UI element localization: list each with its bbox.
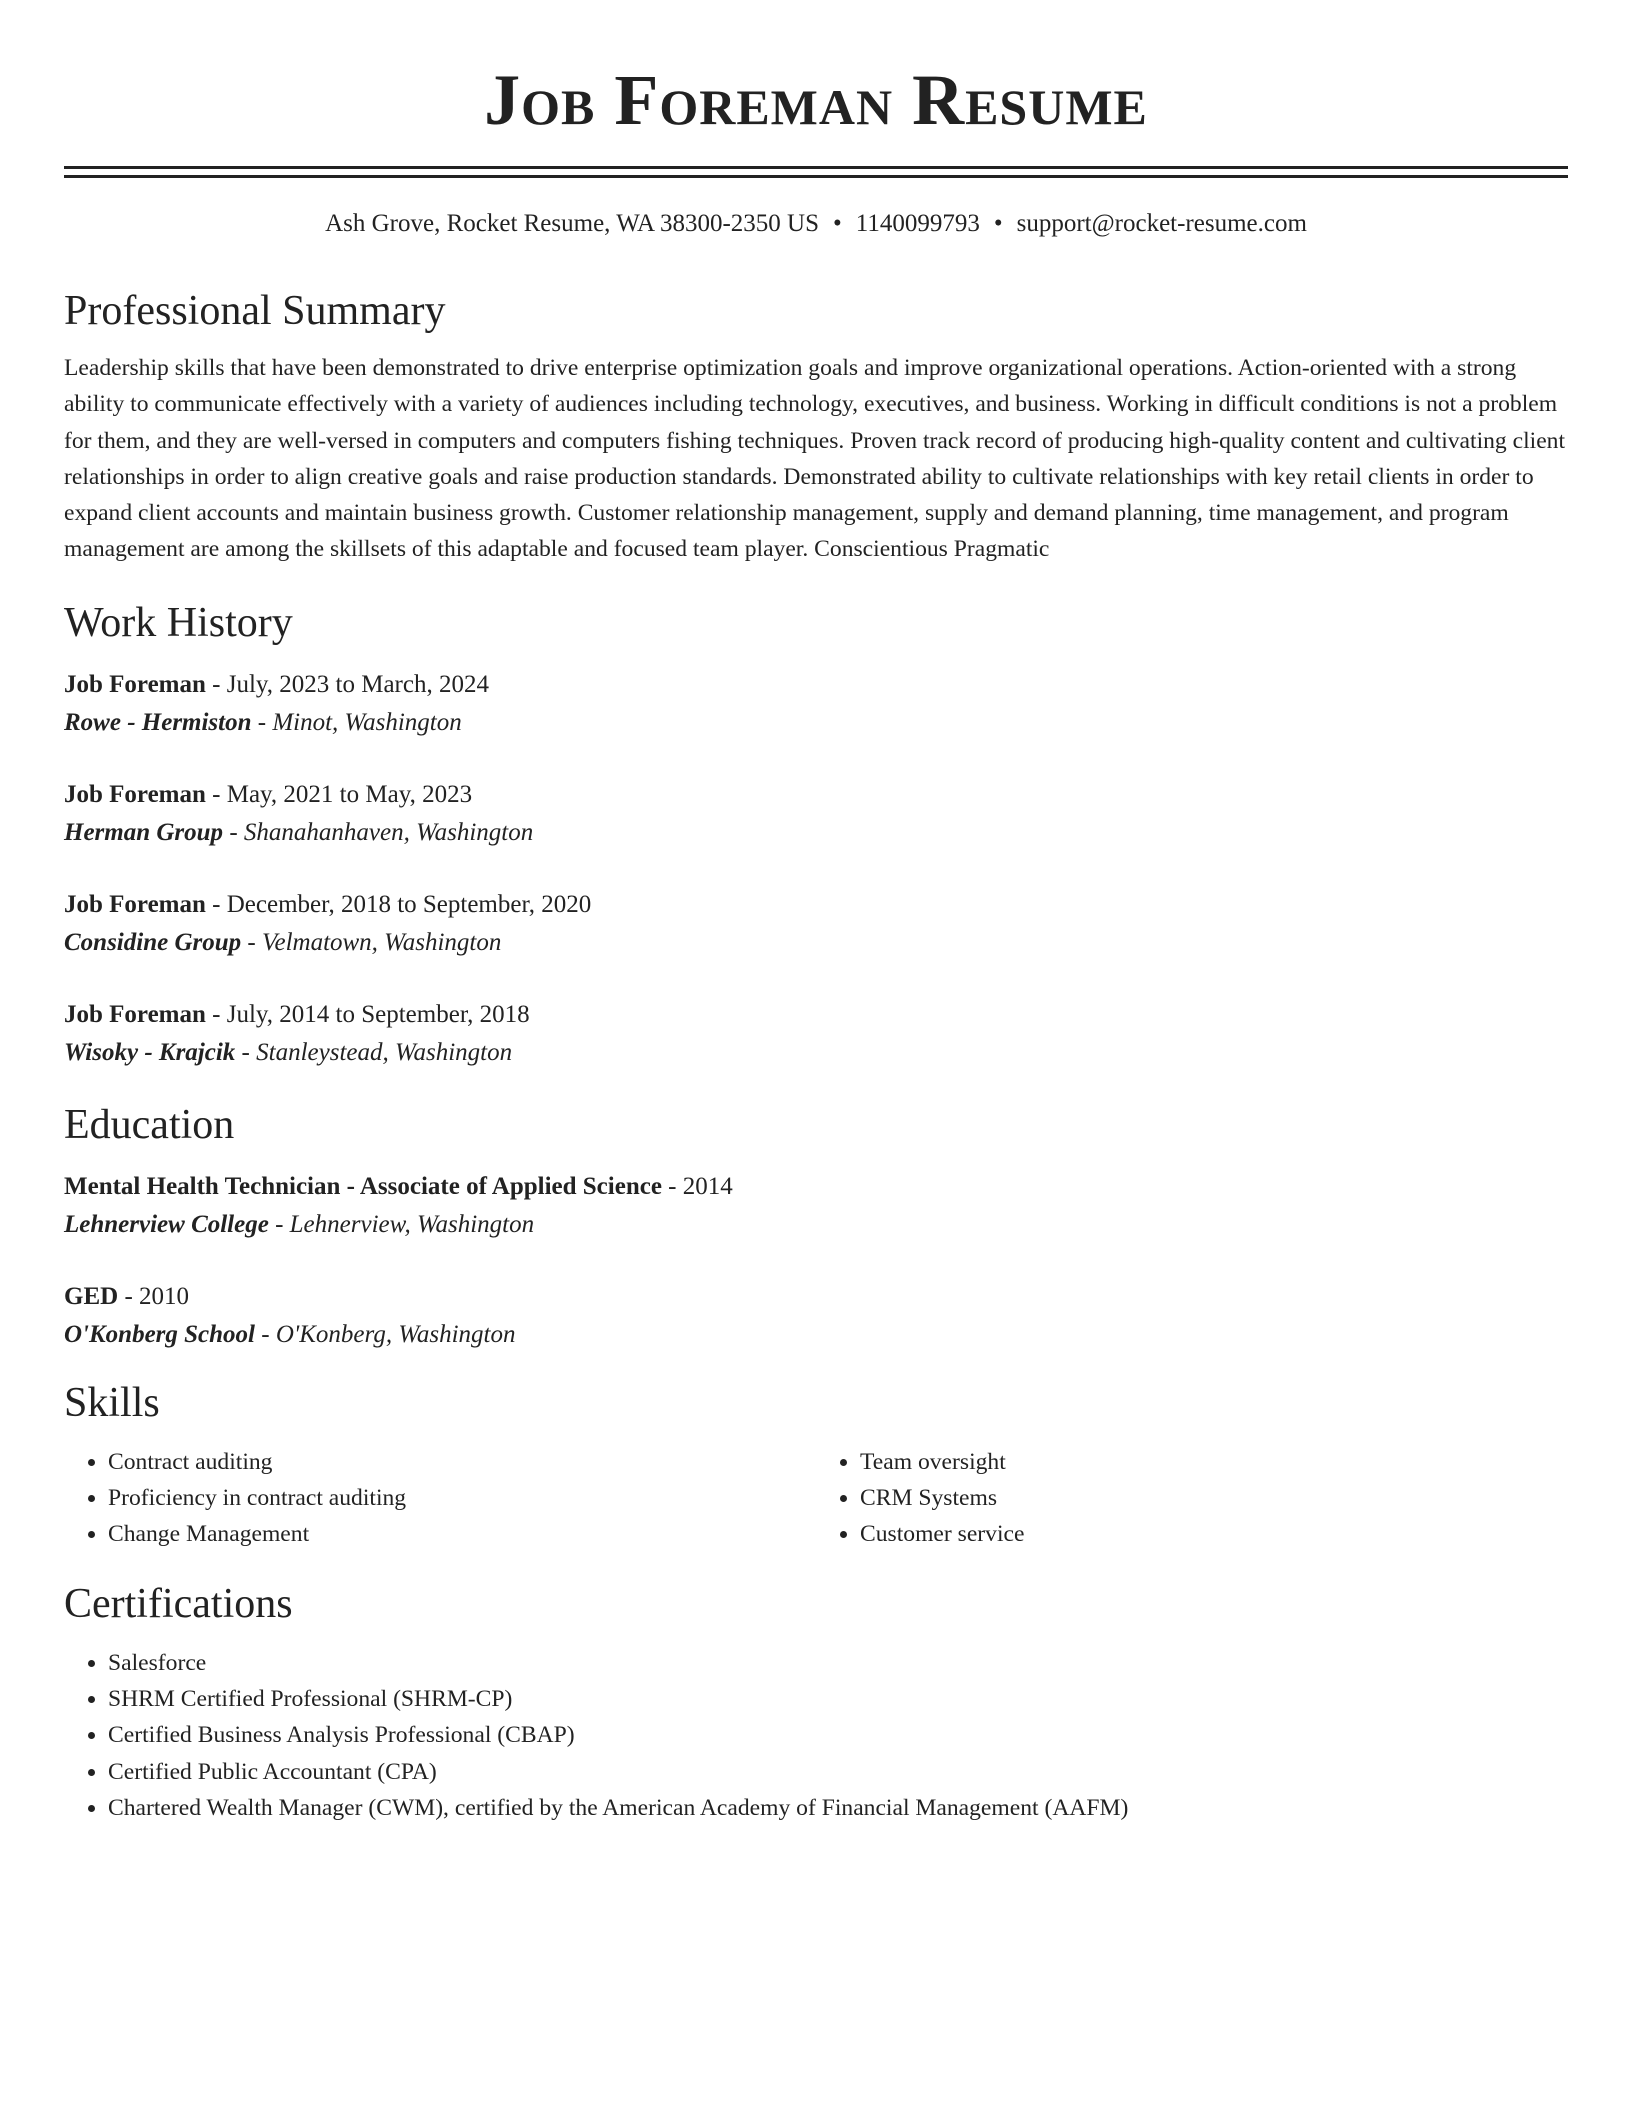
- job-title: Job Foreman: [64, 1000, 206, 1028]
- school-name: Lehnerview College: [64, 1210, 269, 1238]
- certification-item: • SHRM Certified Professional (SHRM-CP): [108, 1681, 1568, 1717]
- school-location: O'Konberg, Washington: [275, 1320, 516, 1348]
- title-divider: [64, 166, 1568, 178]
- skills-heading: Skills: [64, 1379, 160, 1426]
- contact-separator: •: [993, 210, 1003, 237]
- certifications-heading: Certifications: [64, 1580, 293, 1627]
- job-title: Job Foreman: [64, 670, 206, 698]
- page-title: Job Foreman Resume: [484, 60, 1148, 140]
- contact-address: Ash Grove, Rocket Resume, WA 38300-2350 US: [325, 210, 820, 237]
- certification-item: • Certified Public Accountant (CPA): [108, 1754, 1568, 1790]
- education-heading: Education: [64, 1101, 235, 1148]
- company-name: Considine Group: [64, 928, 242, 956]
- job-dates: December, 2018 to September, 2020: [226, 890, 592, 918]
- skills-column-right: [816, 1444, 1568, 1553]
- summary-text: Leadership skills that have been demonstrated to drive enterprise optimization goals and improve organizational operations. Action-oriented with a strong ability to communicate effectively with a variety of audiences including technology, executives, and business. Working in difficult conditions is not a problem for them, and they are well-versed in computers and computers fishing techniques. Proven track record of producing high-quality content and cultivating client relationships in order to align creative goals and raise production standards. Demonstrated ability to cultivate relationships with key retail clients in order to expand client accounts and maintain business growth. Customer relationship management, supply and demand planning, time management, and program management are among the skillsets of this adaptable and focused team player. Conscientious Pragmatic: [64, 355, 1566, 563]
- skill-item: • Customer service: [860, 1516, 1568, 1552]
- work-entry: Job Foreman - July, 2023 to March, 2024 Rowe - Hermiston - Minot, Washington: [64, 670, 489, 736]
- certification-item: • Salesforce: [108, 1645, 1568, 1681]
- skills-grid: [64, 1444, 1568, 1553]
- work-entry: Job Foreman - December, 2018 to September, 2020 Considine Group - Velmatown, Washington: [64, 890, 592, 956]
- work-entry: Job Foreman - May, 2021 to May, 2023 Herman Group - Shanahanhaven, Washington: [64, 780, 534, 846]
- company-name: Rowe - Hermiston: [64, 708, 252, 736]
- education-entry: GED - 2010 O'Konberg School - O'Konberg, Washington: [64, 1282, 516, 1348]
- certification-item: • Certified Business Analysis Professional (CBAP): [108, 1717, 1568, 1753]
- job-dates: May, 2021 to May, 2023: [226, 780, 473, 808]
- company-name: Wisoky - Krajcik: [64, 1038, 236, 1066]
- job-dates: July, 2023 to March, 2024: [226, 670, 489, 698]
- job-location: Stanleystead, Washington: [256, 1038, 513, 1066]
- skill-item: • Proficiency in contract auditing: [108, 1480, 816, 1516]
- degree-name: Mental Health Technician - Associate of Applied Science: [64, 1172, 662, 1200]
- skill-item: • Team oversight: [860, 1444, 1568, 1480]
- degree-year: 2014: [682, 1172, 733, 1200]
- certification-item: • Chartered Wealth Manager (CWM), certified by the American Academy of Financial Management (AAFM): [108, 1790, 1568, 1826]
- skill-item: • CRM Systems: [860, 1480, 1568, 1516]
- skill-item: • Change Management: [108, 1516, 816, 1552]
- job-title: Job Foreman: [64, 780, 206, 808]
- job-location: Velmatown, Washington: [261, 928, 502, 956]
- job-dates: July, 2014 to September, 2018: [226, 1000, 530, 1028]
- school-name: O'Konberg School: [64, 1320, 256, 1348]
- certifications-list: [64, 1645, 1568, 1826]
- work-entry: Job Foreman - July, 2014 to September, 2018 Wisoky - Krajcik - Stanleystead, Washington: [64, 1000, 530, 1066]
- skill-item: • Contract auditing: [108, 1444, 816, 1480]
- contact-line: [64, 208, 1568, 240]
- work-history-heading: Work History: [64, 599, 293, 646]
- contact-separator: •: [833, 210, 842, 237]
- school-location: Lehnerview, Washington: [289, 1210, 535, 1238]
- education-entry: Mental Health Technician - Associate of Applied Science - 2014 Lehnerview College - Lehnerview, Washington: [64, 1172, 733, 1238]
- company-name: Herman Group: [64, 818, 224, 846]
- skills-column-left: [64, 1444, 816, 1553]
- work-history-list: [64, 666, 1568, 1072]
- job-location: Minot, Washington: [272, 708, 462, 736]
- degree-name: GED: [64, 1282, 119, 1310]
- job-location: Shanahanhaven, Washington: [243, 818, 534, 846]
- summary-heading: Professional Summary: [64, 288, 446, 334]
- degree-year: 2010: [139, 1282, 190, 1310]
- education-list: [64, 1168, 1568, 1354]
- job-title: Job Foreman: [64, 890, 206, 918]
- contact-email: support@rocket-resume.com: [1016, 210, 1307, 237]
- contact-phone: 1140099793: [855, 210, 980, 237]
